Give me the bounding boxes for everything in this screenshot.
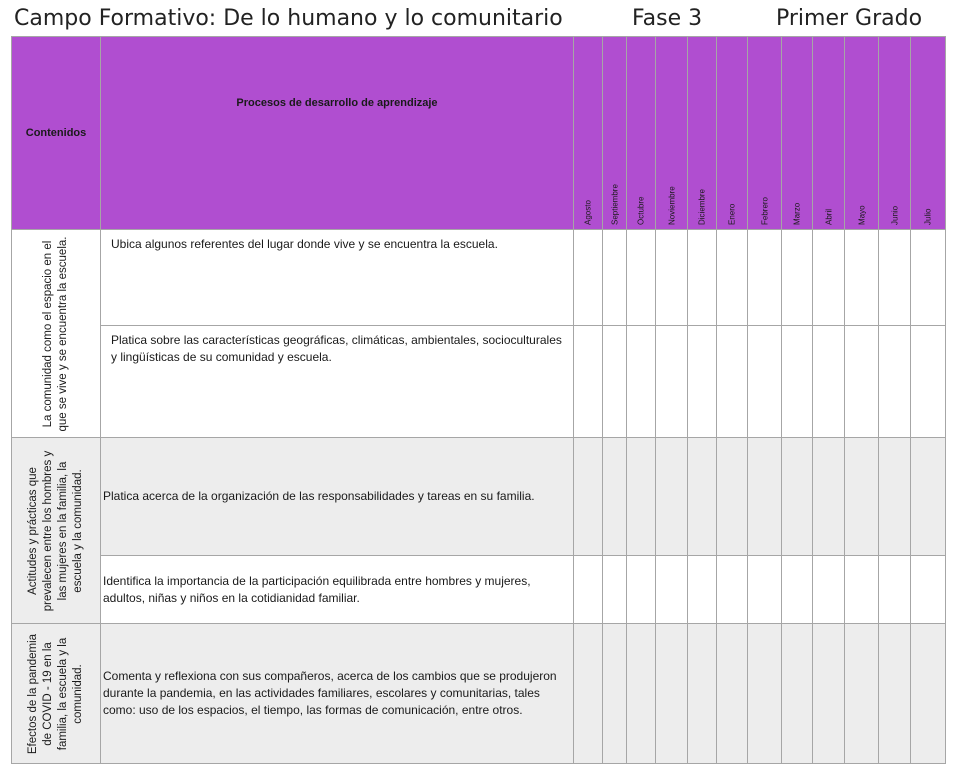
month-cell[interactable] xyxy=(717,438,748,556)
month-cell[interactable] xyxy=(603,438,627,556)
month-cell[interactable] xyxy=(627,624,656,764)
month-cell[interactable] xyxy=(688,326,717,438)
month-header xyxy=(782,37,813,230)
month-cell[interactable] xyxy=(813,230,845,326)
contenido-text: La comunidad como el espacio en el que se vive y se encuentra la escuela. xyxy=(42,236,69,431)
month-label: Julio xyxy=(923,208,933,225)
month-cell[interactable] xyxy=(748,438,782,556)
month-cell[interactable] xyxy=(813,556,845,624)
proceso-cell: Ubica algunos referentes del lugar donde vive y se encuentra la escuela. xyxy=(101,230,574,326)
month-cell[interactable] xyxy=(688,556,717,624)
table-row xyxy=(12,326,946,438)
month-cell[interactable] xyxy=(879,624,911,764)
procesos-header: Procesos de desarrollo de aprendizaje xyxy=(101,37,574,230)
month-label: Marzo xyxy=(792,202,802,225)
month-cell[interactable] xyxy=(782,624,813,764)
month-label: Septiembre xyxy=(610,184,619,225)
month-cell[interactable] xyxy=(813,624,845,764)
month-cell[interactable] xyxy=(845,230,879,326)
month-cell[interactable] xyxy=(627,438,656,556)
month-cell[interactable] xyxy=(748,326,782,438)
month-label: Octubre xyxy=(636,196,646,225)
month-cell[interactable] xyxy=(845,624,879,764)
month-cell[interactable] xyxy=(845,326,879,438)
month-cell[interactable] xyxy=(574,556,603,624)
month-header xyxy=(748,37,782,230)
month-cell[interactable] xyxy=(911,438,946,556)
month-label: Enero xyxy=(727,203,737,225)
contenido-cell xyxy=(12,230,101,438)
month-label: Agosto xyxy=(583,200,593,225)
month-header xyxy=(574,37,603,230)
month-cell[interactable] xyxy=(879,326,911,438)
month-cell[interactable] xyxy=(748,624,782,764)
month-header xyxy=(879,37,911,230)
month-cell[interactable] xyxy=(627,326,656,438)
table-row xyxy=(12,230,946,326)
month-cell[interactable] xyxy=(574,230,603,326)
month-cell[interactable] xyxy=(627,556,656,624)
month-label: Junio xyxy=(890,205,899,225)
month-cell[interactable] xyxy=(627,230,656,326)
month-header xyxy=(603,37,627,230)
month-cell[interactable] xyxy=(717,326,748,438)
month-cell[interactable] xyxy=(656,230,688,326)
header-row xyxy=(12,37,946,230)
contenido-cell xyxy=(12,624,101,764)
month-cell[interactable] xyxy=(748,556,782,624)
month-cell[interactable] xyxy=(879,556,911,624)
proceso-cell: Platica acerca de la organización de las responsabilidades y tareas en su familia. xyxy=(101,438,574,556)
month-cell[interactable] xyxy=(656,326,688,438)
month-cell[interactable] xyxy=(574,438,603,556)
month-label: Febrero xyxy=(760,196,769,225)
contenido-cell xyxy=(12,438,101,624)
planning-table xyxy=(11,36,946,764)
month-cell[interactable] xyxy=(813,326,845,438)
month-cell[interactable] xyxy=(717,624,748,764)
contenidos-header: Contenidos xyxy=(12,37,101,230)
month-cell[interactable] xyxy=(656,556,688,624)
month-cell[interactable] xyxy=(688,230,717,326)
month-cell[interactable] xyxy=(879,230,911,326)
month-cell[interactable] xyxy=(574,624,603,764)
month-cell[interactable] xyxy=(845,556,879,624)
contenido-text: Actitudes y prácticas que prevalecen entre los hombres y las mujeres en la familia, la escuela y la comunidad. xyxy=(27,450,84,611)
table-row xyxy=(12,624,946,764)
fase-label: Fase 3 xyxy=(632,6,703,31)
month-cell[interactable] xyxy=(603,624,627,764)
month-cell[interactable] xyxy=(782,326,813,438)
page-header xyxy=(0,0,960,36)
month-cell[interactable] xyxy=(717,230,748,326)
table-row xyxy=(12,438,946,556)
month-header xyxy=(656,37,688,230)
month-label: Abril xyxy=(824,208,833,225)
month-cell[interactable] xyxy=(717,556,748,624)
month-cell[interactable] xyxy=(911,326,946,438)
month-cell[interactable] xyxy=(656,438,688,556)
month-cell[interactable] xyxy=(782,438,813,556)
month-cell[interactable] xyxy=(782,230,813,326)
month-header xyxy=(717,37,748,230)
month-cell[interactable] xyxy=(603,556,627,624)
month-cell[interactable] xyxy=(688,438,717,556)
grado-label: Primer Grado xyxy=(776,6,923,31)
month-header xyxy=(911,37,946,230)
month-cell[interactable] xyxy=(911,556,946,624)
month-cell[interactable] xyxy=(911,624,946,764)
month-cell[interactable] xyxy=(911,230,946,326)
proceso-cell: Identifica la importancia de la participación equilibrada entre hombres y mujeres, adultos, niñas y niños en la cotidianidad familiar. xyxy=(101,556,574,624)
month-cell[interactable] xyxy=(688,624,717,764)
month-cell[interactable] xyxy=(574,326,603,438)
month-cell[interactable] xyxy=(813,438,845,556)
month-cell[interactable] xyxy=(879,438,911,556)
month-cell[interactable] xyxy=(845,438,879,556)
contenido-text: Efectos de la pandemia de COVID - 19 en la familia, la escuela y la comunidad. xyxy=(27,633,84,754)
proceso-cell: Platica sobre las características geográficas, climáticas, ambientales, socioculturales y lingüísticas de su comunidad y escuela. xyxy=(101,326,574,438)
month-cell[interactable] xyxy=(603,230,627,326)
month-header xyxy=(813,37,845,230)
month-header xyxy=(688,37,717,230)
table-row xyxy=(12,556,946,624)
month-header xyxy=(627,37,656,230)
proceso-cell: Comenta y reflexiona con sus compañeros, acerca de los cambios que se produjeron durante la pandemia, en las actividades familiares, escolares y comunitarias, tales como: uso de los espacios, el tiempo, las formas de comunicación, entre otros. xyxy=(101,624,574,764)
campo-formativo-title: Campo Formativo: De lo humano y lo comunitario xyxy=(14,6,563,31)
month-cell[interactable] xyxy=(748,230,782,326)
month-label: Noviembre xyxy=(667,186,676,225)
month-cell[interactable] xyxy=(603,326,627,438)
month-label: Mayo xyxy=(857,205,866,225)
month-header xyxy=(845,37,879,230)
month-cell[interactable] xyxy=(656,624,688,764)
month-label: Diciembre xyxy=(697,188,707,225)
month-cell[interactable] xyxy=(782,556,813,624)
